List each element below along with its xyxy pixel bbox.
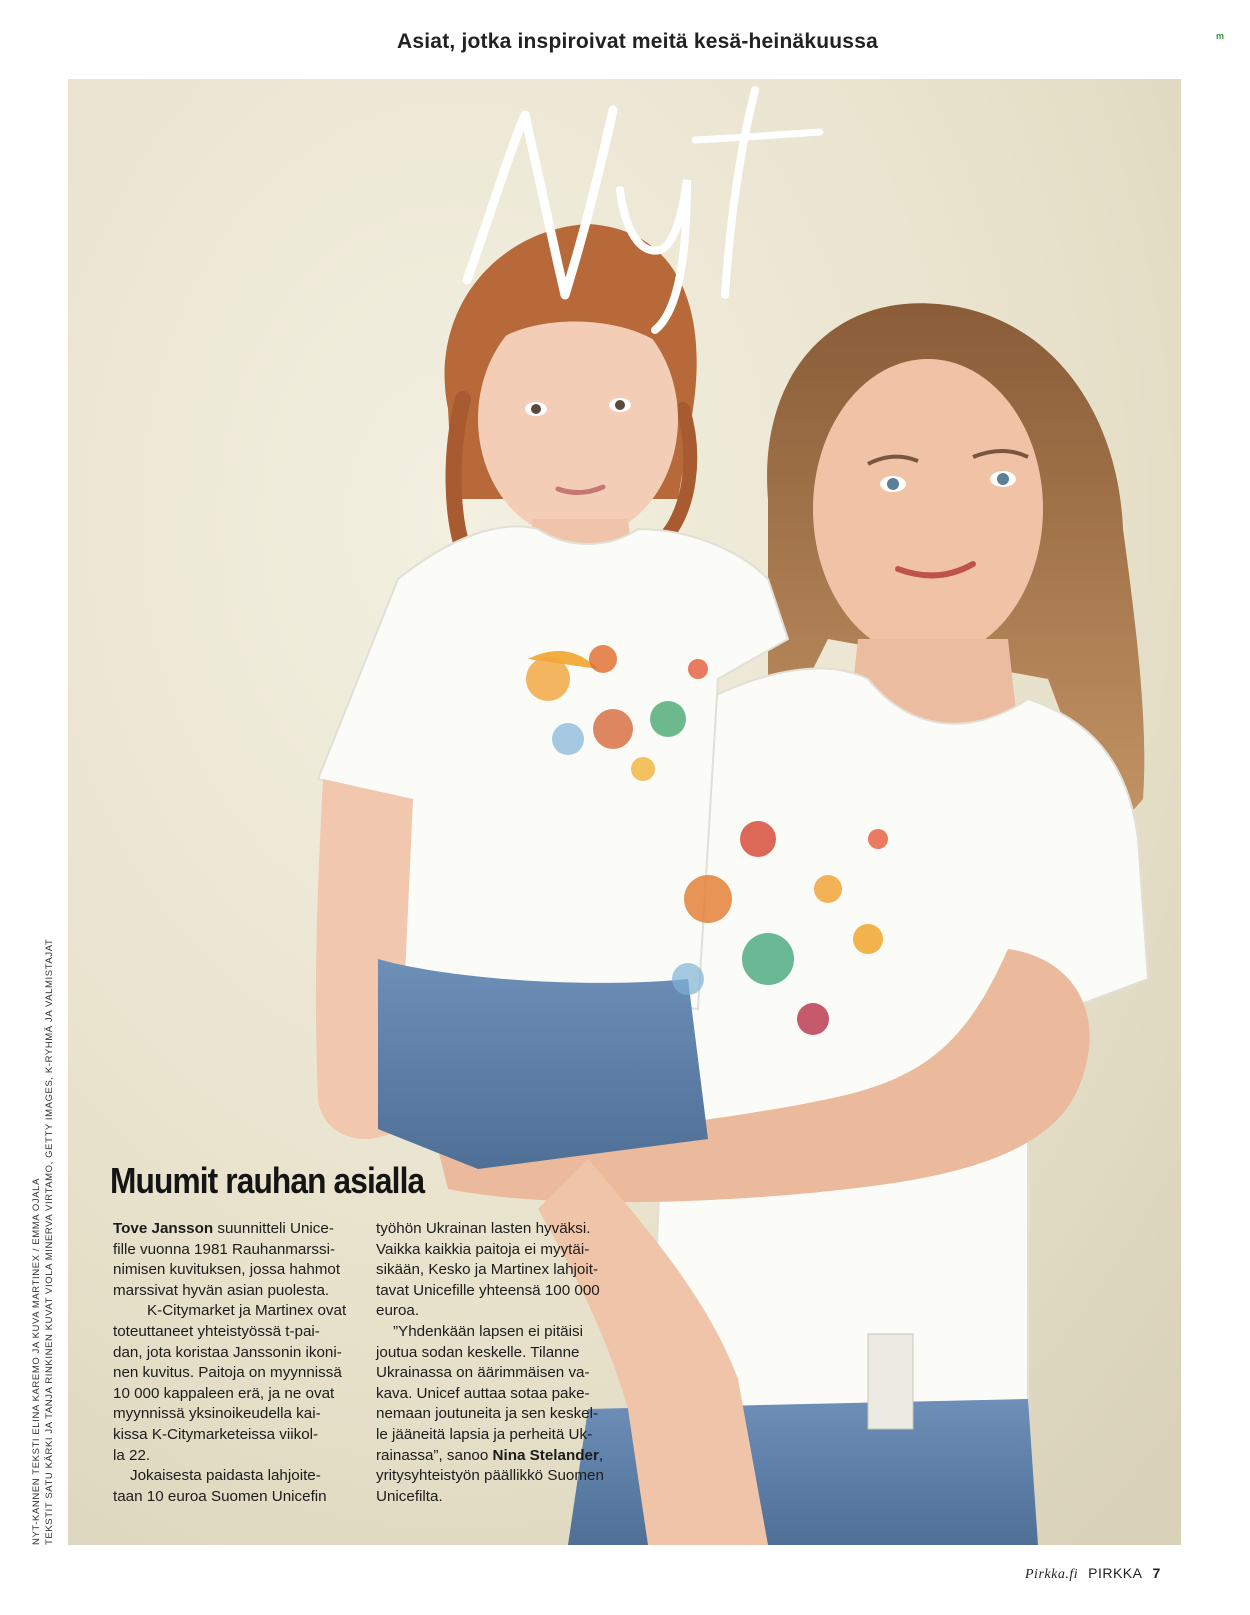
credit-line-1: NYT-KANNEN TEKSTI ELINA KAREMO JA KUVA MARTINEX / EMMA OJALA bbox=[31, 1177, 42, 1545]
article-column-2 bbox=[376, 1219, 626, 1507]
corner-mark: m bbox=[1216, 31, 1225, 41]
woman-face bbox=[813, 359, 1043, 659]
paragraph-5-quote: ”Yhdenkään lapsen ei pitäisi joutua sodan keskelle. Tilanne Ukrainassa on äärimmäisen va- kava. Unicef auttaa sotaa pake- nemaan joutuneita ja sen keskel- le jääneitä lapsia ja perheitä Uk- rainassa”, sanoo Nina Stelander, yritysyhteistyön päällikkö Suomen Unicefilta. bbox=[376, 1322, 604, 1505]
footer-magazine: PIRKKA bbox=[1088, 1565, 1143, 1581]
nyt-script-title bbox=[455, 80, 835, 340]
paragraph-3: Jokaisesta paidasta lahjoite- taan 10 euroa Suomen Unicefin bbox=[113, 1467, 327, 1505]
child-shorts bbox=[378, 959, 708, 1169]
page-footer bbox=[1025, 1565, 1160, 1585]
page-kicker: Asiat, jotka inspiroivat meitä kesä-heinäkuussa bbox=[397, 30, 878, 53]
shirt-tag bbox=[868, 1334, 913, 1429]
article-headline: Muumit rauhan asialla bbox=[110, 1160, 425, 1201]
credit-line-2: TEKSTIT SATU KÄRKI JA TANJA RINKINEN KUVAT VIOLA MINERVA VIRTAMO, GETTY IMAGES, K-RYHMÄ JA VALMISTAJAT bbox=[44, 938, 55, 1545]
photo-credits bbox=[30, 845, 56, 1545]
paragraph-1: Tove Jansson suunnitteli Unice- fille vuonna 1981 Rauhanmarssi- nimisen kuvituksen, jossa hahmot marssivat hyvän asian puolesta. bbox=[113, 1220, 341, 1299]
person-name-nina: Nina Stelander bbox=[492, 1446, 599, 1464]
nyt-script-text: Nyt bbox=[455, 80, 457, 81]
footer-site: Pirkka.fi bbox=[1025, 1567, 1079, 1582]
person-name-tove: Tove Jansson bbox=[113, 1220, 214, 1237]
paragraph-4: työhön Ukrainan lasten hyväksi. Vaikka kaikkia paitoja ei myytäi- sikään, Kesko ja Martinex lahjoit- tavat Unicefille yhteensä 100 000 euroa. bbox=[376, 1220, 600, 1320]
page-number: 7 bbox=[1152, 1565, 1161, 1581]
article-column-1 bbox=[113, 1219, 363, 1507]
paragraph-2: K-Citymarket ja Martinex ovat toteuttaneet yhteistyössä t-pai- dan, jota koristaa Janssonin ikoni- nen kuvitus. Paitoja on myynnissä 10 000 kappaleen erä, ja ne ovat myynnissä yksinoikeudella kai- kissa K-Citymarketeissa viikol- la 22. bbox=[113, 1302, 347, 1464]
